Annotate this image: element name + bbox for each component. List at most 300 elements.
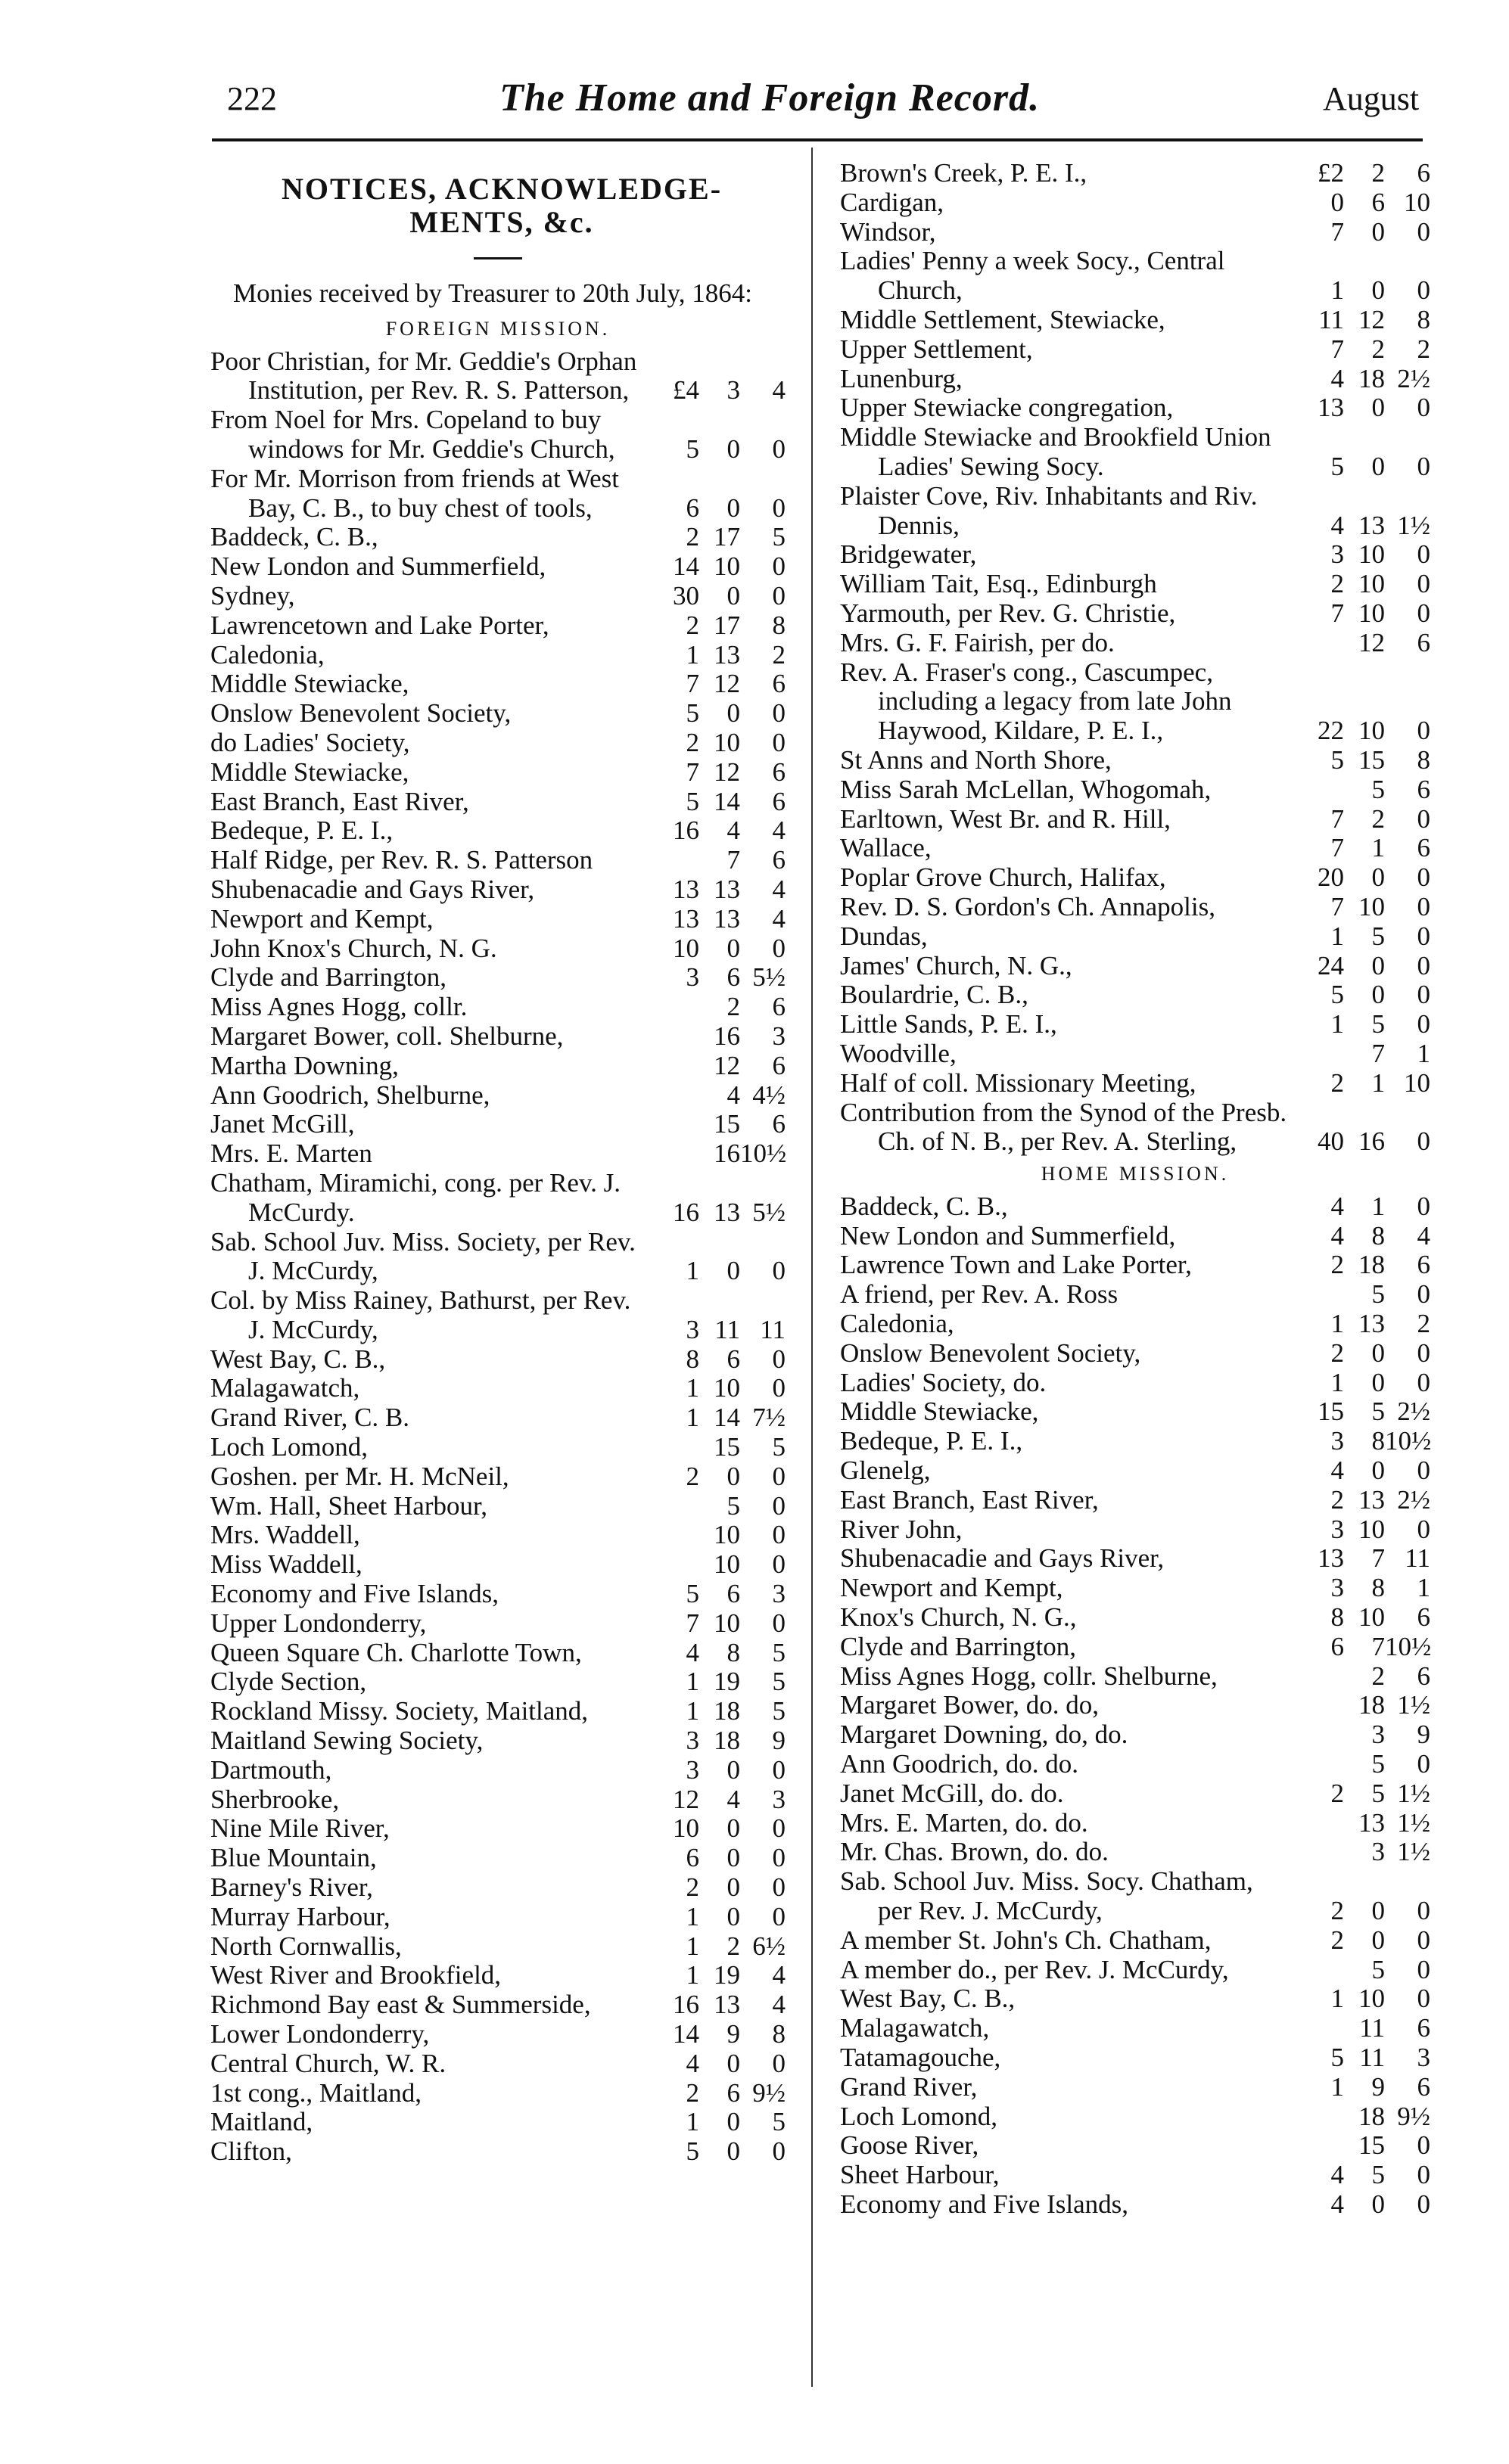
ledger-entry: [210, 729, 786, 758]
ledger-entry: [840, 423, 1430, 482]
amount-pounds: 3: [686, 962, 699, 993]
amount-pence: 0: [772, 1520, 786, 1550]
amount-pence: 1½: [1397, 1778, 1430, 1808]
ledger-entry: [840, 393, 1430, 423]
amount-pounds: 1: [1330, 275, 1344, 306]
amount-pounds: 8: [686, 1344, 699, 1374]
ledger-entry: [840, 1662, 1430, 1692]
entry-name: Clyde and Barrington,: [210, 962, 447, 993]
ledger-entry: [210, 934, 786, 964]
entry-amount: [1293, 834, 1430, 863]
amount-pounds: [1293, 775, 1344, 805]
amount-pence: 6: [1417, 833, 1430, 863]
entry-name: Margaret Bower, coll. Shelburne,: [210, 1021, 564, 1051]
entry-amount: [648, 963, 786, 993]
amount-pounds: 2: [1330, 1067, 1344, 1098]
entry-name: Lunenburg,: [840, 363, 963, 393]
amount-pounds: 13: [1318, 1543, 1344, 1574]
amount-pence: 3: [772, 1579, 786, 1609]
ledger-entry: [840, 805, 1430, 834]
entry-amount: [648, 2137, 786, 2167]
amount-pence: 10: [1404, 1067, 1430, 1098]
amount-shillings: 4: [726, 816, 740, 846]
amount-pounds: 3: [1330, 1573, 1344, 1603]
amount-pounds: 12: [673, 1784, 699, 1814]
ledger-entry: [840, 746, 1430, 775]
amount-pounds: 1: [1330, 1984, 1344, 2014]
ledger-entry: [210, 1228, 786, 1287]
amount-pence: 0: [1417, 1126, 1430, 1157]
amount-shillings: 10: [714, 727, 740, 757]
entry-amount: [648, 1492, 786, 1521]
amount-pounds: 7: [1330, 216, 1344, 247]
entry-name: Boulardrie, C. B.,: [840, 980, 1028, 1010]
amount-pounds: 2: [1330, 569, 1344, 599]
amount-pounds: 1: [1330, 921, 1344, 951]
amount-pence: 4: [772, 903, 786, 934]
entry-amount: [1293, 863, 1430, 893]
entry-amount: [648, 729, 786, 758]
amount-pence: 9½: [1397, 2101, 1430, 2131]
amount-pounds: [1293, 1720, 1344, 1750]
amount-pence: 2: [772, 639, 786, 670]
ledger-entry: [840, 1956, 1430, 1985]
amount-pence: 6: [772, 757, 786, 787]
amount-shillings: 16: [714, 1021, 740, 1051]
entry-amount: [1293, 335, 1430, 365]
amount-shillings: 2: [1371, 1661, 1385, 1691]
entry-name: Brown's Creek, P. E. I.,: [840, 158, 1087, 188]
home-mission-list: [840, 1192, 1430, 2220]
amount-pence: 4: [1417, 1220, 1430, 1251]
entry-name: Upper Londonderry,: [210, 1608, 427, 1638]
amount-pounds: 2: [1330, 1896, 1344, 1926]
entry-name: Dartmouth,: [210, 1754, 332, 1785]
ledger-entry: [840, 1192, 1430, 1222]
entry-name: Barney's River,: [210, 1872, 373, 1903]
amount-shillings: 18: [1358, 1690, 1385, 1720]
entry-amount: [1293, 1310, 1430, 1339]
amount-shillings: 10: [1358, 716, 1385, 746]
amount-pounds: 1: [686, 639, 699, 670]
entry-amount: [648, 905, 786, 934]
amount-pounds: 1: [686, 1901, 699, 1931]
amount-pence: 0: [772, 727, 786, 757]
amount-pence: 0: [1417, 1514, 1430, 1544]
amount-pounds: [1293, 629, 1344, 658]
amount-shillings: 0: [1371, 1456, 1385, 1486]
entry-name: James' Church, N. G.,: [840, 950, 1072, 980]
amount-pounds: [648, 1550, 699, 1580]
entry-name: Middle Stewiacke and Brookfield Union Ladies' Sewing Socy.: [840, 422, 1271, 481]
entry-amount: [648, 2020, 786, 2049]
entry-name: Earltown, West Br. and R. Hill,: [840, 803, 1171, 834]
entry-name: Rev. D. S. Gordon's Ch. Annapolis,: [840, 891, 1215, 921]
entry-name: West Bay, C. B.,: [840, 1984, 1016, 2014]
amount-pounds: 3: [1330, 1514, 1344, 1544]
amount-pounds: 2: [1330, 1484, 1344, 1515]
ledger-entry: [210, 2137, 786, 2167]
amount-pence: 5½: [752, 1197, 786, 1227]
amount-pence: 8: [1417, 744, 1430, 775]
amount-pence: 0: [772, 1373, 786, 1403]
amount-shillings: 10: [1358, 891, 1385, 921]
entry-name: John Knox's Church, N. G.: [210, 933, 497, 963]
amount-pounds: 2: [686, 2077, 699, 2108]
amount-pence: 10½: [1385, 1631, 1432, 1661]
entry-name: Middle Settlement, Stewiacke,: [840, 304, 1165, 334]
ledger-entry: [210, 552, 786, 582]
ledger-entry: [840, 1544, 1430, 1574]
amount-pence: 10: [1404, 187, 1430, 217]
entry-amount: [648, 1022, 786, 1052]
ledger-entry: [210, 1990, 786, 2020]
entry-amount: [1293, 1192, 1430, 1222]
amount-shillings: 1: [1371, 1067, 1385, 1098]
entry-name: William Tait, Esq., Edinburgh: [840, 569, 1157, 599]
amount-pounds: 7: [1330, 598, 1344, 628]
entry-amount: [648, 699, 786, 729]
amount-pounds: 1: [686, 2107, 699, 2137]
ledger-entry: [840, 952, 1430, 981]
ledger-entry: [210, 788, 786, 817]
entry-name: Little Sands, P. E. I.,: [840, 1009, 1057, 1039]
amount-pence: 5: [772, 1696, 786, 1726]
amount-pence: 0: [772, 1256, 786, 1286]
amount-pence: 2: [1417, 1309, 1430, 1339]
amount-pence: 6: [772, 669, 786, 699]
entry-amount: [1293, 365, 1430, 394]
amount-pounds: 7: [1330, 803, 1344, 834]
entry-amount: [648, 993, 786, 1022]
ledger-entry: [840, 1010, 1430, 1039]
amount-shillings: 8: [1371, 1220, 1385, 1251]
amount-shillings: 15: [714, 1432, 740, 1462]
amount-pounds: [1293, 1691, 1344, 1720]
amount-shillings: 0: [726, 2107, 740, 2137]
amount-shillings: 13: [714, 874, 740, 904]
entry-amount: [1293, 1251, 1430, 1280]
amount-pounds: 4: [686, 2048, 699, 2078]
entry-name: Economy and Five Islands,: [840, 2189, 1129, 2219]
amount-shillings: 6: [726, 1579, 740, 1609]
entry-amount: [1293, 1574, 1430, 1603]
entry-name: Janet McGill,: [210, 1109, 355, 1139]
amount-pounds: 4: [1330, 510, 1344, 540]
amount-pence: 1½: [1397, 510, 1430, 540]
entry-amount: [1293, 2043, 1430, 2073]
amount-pounds: 4: [1330, 2189, 1344, 2219]
entry-name: Goshen. per Mr. H. McNeil,: [210, 1461, 509, 1491]
amount-shillings: 13: [714, 1990, 740, 2020]
entry-name: Windsor,: [840, 216, 936, 247]
entry-amount: [1293, 746, 1430, 775]
entry-amount: [1293, 188, 1430, 218]
amount-pence: 5: [772, 1637, 786, 1667]
entry-name: Middle Stewiacke,: [210, 757, 409, 787]
amount-shillings: 0: [726, 1901, 740, 1931]
entry-name: Mr. Chas. Brown, do. do.: [840, 1837, 1109, 1867]
entry-name: Economy and Five Islands,: [210, 1579, 499, 1609]
page-header: [0, 0, 1509, 136]
amount-shillings: 1: [1371, 1191, 1385, 1221]
amount-shillings: 9: [726, 2019, 740, 2049]
entry-name: Half of coll. Missionary Meeting,: [840, 1067, 1196, 1098]
amount-shillings: 7: [1371, 1543, 1385, 1574]
entry-amount: [1293, 1427, 1430, 1456]
amount-shillings: 0: [1371, 1925, 1385, 1955]
amount-pounds: 5: [1330, 451, 1344, 481]
amount-shillings: 0: [726, 2048, 740, 2078]
entry-name: Bridgewater,: [840, 539, 977, 570]
amount-pence: 5: [772, 1432, 786, 1462]
amount-pence: 0: [1417, 921, 1430, 951]
amount-shillings: 2: [726, 1931, 740, 1961]
amount-pounds: 5: [686, 2136, 699, 2167]
ledger-entry: [840, 1069, 1430, 1098]
ledger-entry: [840, 922, 1430, 952]
amount-pounds: 1: [686, 1373, 699, 1403]
entry-name: Ladies' Penny a week Socy., Central Church,: [840, 246, 1225, 306]
entry-name: Poplar Grove Church, Halifax,: [840, 862, 1166, 893]
amount-pounds: £4: [673, 375, 699, 405]
amount-shillings: 8: [1371, 1573, 1385, 1603]
amount-pence: 6: [1417, 1661, 1430, 1691]
amount-pence: 6: [1417, 2013, 1430, 2043]
entry-amount: [1293, 1456, 1430, 1486]
ledger-entry: [210, 1609, 786, 1639]
right-column: [840, 159, 1430, 2220]
amount-pence: 0: [772, 698, 786, 729]
entry-amount: [648, 2049, 786, 2079]
entry-amount: [648, 2079, 786, 2108]
amount-shillings: 10: [714, 1373, 740, 1403]
amount-shillings: 5: [1371, 921, 1385, 951]
entry-amount: [1293, 218, 1430, 247]
amount-pounds: 3: [1330, 539, 1344, 570]
entry-name: St Anns and North Shore,: [840, 744, 1112, 775]
entry-amount: [1293, 2131, 1430, 2161]
amount-shillings: 13: [1358, 510, 1385, 540]
entry-name: Mrs. G. F. Fairish, per do.: [840, 627, 1115, 657]
ledger-entry: [840, 1603, 1430, 1633]
ledger-entry: [210, 1580, 786, 1609]
entry-amount: [1293, 805, 1430, 834]
amount-pounds: 5: [1330, 2043, 1344, 2072]
entry-name: Grand River, C. B.: [210, 1403, 410, 1433]
amount-pounds: 30: [673, 580, 699, 611]
amount-pounds: 40: [1318, 1126, 1344, 1157]
ledger-entry: [840, 1339, 1430, 1369]
amount-pence: 0: [1417, 1009, 1430, 1039]
entry-amount: [648, 1873, 786, 1903]
entry-amount: [1293, 511, 1430, 541]
amount-pence: 0: [1417, 1279, 1430, 1310]
entry-amount: [648, 1785, 786, 1815]
ledger-entry: [210, 1814, 786, 1844]
entry-name: Baddeck, C. B.,: [840, 1191, 1008, 1221]
entry-amount: [1293, 452, 1430, 482]
ledger-entry: [840, 1310, 1430, 1339]
amount-shillings: 7: [726, 845, 740, 875]
amount-pounds: 4: [1330, 1456, 1344, 1486]
ledger-entry: [840, 1750, 1430, 1779]
entry-amount: [648, 1814, 786, 1844]
entry-amount: [648, 552, 786, 582]
amount-pounds: 2: [686, 522, 699, 552]
amount-pounds: [648, 1521, 699, 1550]
ledger-entry: [210, 699, 786, 729]
amount-pounds: 5: [1330, 980, 1344, 1010]
amount-pence: 4: [772, 1960, 786, 1990]
amount-pence: 0: [1417, 1456, 1430, 1486]
amount-pounds: 4: [1330, 1191, 1344, 1221]
amount-shillings: 9: [1371, 2071, 1385, 2102]
ledger-entry: [840, 1720, 1430, 1750]
ledger-entry: [210, 1756, 786, 1785]
ledger-entry: [210, 993, 786, 1022]
amount-shillings: 10: [1358, 1984, 1385, 2014]
issue-month: August: [1323, 80, 1420, 117]
ledger-entry: [840, 980, 1430, 1010]
amount-pence: 0: [1417, 891, 1430, 921]
entry-name: Janet McGill, do. do.: [840, 1778, 1064, 1808]
entry-name: Miss Sarah McLellan, Whogomah,: [840, 774, 1212, 804]
entry-amount: [1293, 2073, 1430, 2102]
amount-pence: 0: [1417, 1191, 1430, 1221]
amount-pounds: 1: [686, 1667, 699, 1697]
amount-shillings: 5: [1371, 2160, 1385, 2190]
amount-pence: 6: [772, 786, 786, 816]
entry-name: River John,: [840, 1514, 963, 1544]
amount-shillings: 13: [1358, 1309, 1385, 1339]
entry-name: Queen Square Ch. Charlotte Town,: [210, 1637, 582, 1667]
ledger-entry: [840, 1515, 1430, 1545]
amount-shillings: 18: [714, 1696, 740, 1726]
amount-shillings: 5: [1371, 1954, 1385, 1984]
amount-shillings: 0: [726, 1256, 740, 1286]
page-number: 222: [227, 80, 277, 117]
entry-name: Murray Harbour,: [210, 1901, 390, 1931]
amount-shillings: 0: [1371, 393, 1385, 423]
amount-shillings: 18: [1358, 363, 1385, 393]
entry-name: Clifton,: [210, 2136, 292, 2167]
entry-amount: [1293, 1222, 1430, 1251]
ledger-entry: [840, 893, 1430, 922]
entry-name: Onslow Benevolent Society,: [210, 698, 512, 729]
amount-shillings: 5: [726, 1490, 740, 1521]
amount-pounds: 2: [686, 1461, 699, 1491]
ledger-entry: [210, 2108, 786, 2137]
amount-pence: 0: [1417, 2189, 1430, 2219]
amount-pounds: [1293, 1280, 1344, 1310]
amount-shillings: 6: [1371, 187, 1385, 217]
entry-amount: [648, 758, 786, 788]
intro-text: Monies received by Treasurer to 20th July, 1864:: [233, 278, 752, 308]
amount-shillings: 10: [714, 1520, 740, 1550]
ledger-entry: [210, 2079, 786, 2108]
entry-name: Plaister Cove, Riv. Inhabitants and Riv. Dennis,: [840, 480, 1258, 540]
amount-pounds: [1293, 2131, 1344, 2161]
amount-shillings: 4: [726, 1784, 740, 1814]
entry-name: Clyde and Barrington,: [840, 1631, 1077, 1661]
amount-pence: 0: [1417, 598, 1430, 628]
amount-pence: 10½: [740, 1139, 787, 1169]
notices-heading: NOTICES, ACKNOWLEDGE-MENTS, &c.: [281, 172, 723, 239]
amount-shillings: 18: [714, 1726, 740, 1756]
amount-pounds: 2: [1330, 1338, 1344, 1368]
amount-shillings: 13: [714, 639, 740, 670]
ledger-entry: [210, 816, 786, 846]
amount-pence: 5½: [752, 962, 786, 993]
amount-pence: 5: [772, 1667, 786, 1697]
amount-pence: 6: [1417, 1602, 1430, 1633]
amount-pounds: 1: [1330, 2071, 1344, 2102]
amount-pounds: 16: [673, 1990, 699, 2020]
ledger-entry: [840, 629, 1430, 658]
amount-pounds: 3: [1330, 1426, 1344, 1456]
entry-amount: [1293, 980, 1430, 1010]
entry-amount: [1293, 1779, 1430, 1809]
entry-amount: [1293, 570, 1430, 599]
entry-amount: [648, 1756, 786, 1785]
amount-pounds: 4: [686, 1637, 699, 1667]
foreign-mission-title: FOREIGN MISSION.: [385, 317, 611, 340]
ledger-entry: [840, 1984, 1430, 2014]
entry-name: Clyde Section,: [210, 1667, 367, 1697]
entry-name: Middle Stewiacke,: [210, 669, 409, 699]
amount-pence: 6: [1417, 627, 1430, 657]
amount-pence: 0: [1417, 2130, 1430, 2161]
amount-shillings: 12: [714, 1050, 740, 1080]
entry-amount: [1293, 540, 1430, 570]
amount-shillings: 0: [1371, 275, 1385, 306]
amount-shillings: 0: [726, 1843, 740, 1873]
entry-name: Lawrence Town and Lake Porter,: [840, 1250, 1192, 1280]
entry-amount: [648, 1052, 786, 1081]
amount-shillings: 10: [1358, 569, 1385, 599]
entry-name: Ann Goodrich, do. do.: [840, 1749, 1078, 1779]
home-mission-title: HOME MISSION.: [1041, 1163, 1230, 1185]
amount-shillings: 8: [1371, 1426, 1385, 1456]
amount-pounds: [648, 1139, 699, 1169]
amount-shillings: 16: [1358, 1126, 1385, 1157]
ledger-entry: [210, 1639, 786, 1668]
amount-pounds: [1293, 1956, 1344, 1985]
amount-pounds: 1: [686, 1256, 699, 1286]
ledger-entry: [840, 2131, 1430, 2161]
amount-pence: 0: [1417, 862, 1430, 893]
entry-name: 1st cong., Maitland,: [210, 2077, 422, 2108]
entry-name: do Ladies' Society,: [210, 727, 410, 757]
amount-shillings: 2: [1371, 803, 1385, 834]
amount-pence: 0: [1417, 1896, 1430, 1926]
amount-shillings: 6: [726, 962, 740, 993]
amount-pounds: [1293, 2014, 1344, 2043]
amount-pence: 0: [1417, 1367, 1430, 1397]
amount-pence: 0: [772, 933, 786, 963]
entry-amount: [648, 2108, 786, 2137]
amount-pounds: [1293, 1809, 1344, 1838]
ledger-entry: [210, 1022, 786, 1052]
entry-name: Chatham, Miramichi, cong. per Rev. J. McCurdy.: [210, 1167, 621, 1227]
amount-pounds: 4: [1330, 1220, 1344, 1251]
entry-amount: [648, 1697, 786, 1726]
ledger-entry: [210, 1052, 786, 1081]
amount-pence: 9: [772, 1726, 786, 1756]
amount-pence: 11: [1405, 1543, 1430, 1574]
ledger-entry: [210, 2049, 786, 2079]
